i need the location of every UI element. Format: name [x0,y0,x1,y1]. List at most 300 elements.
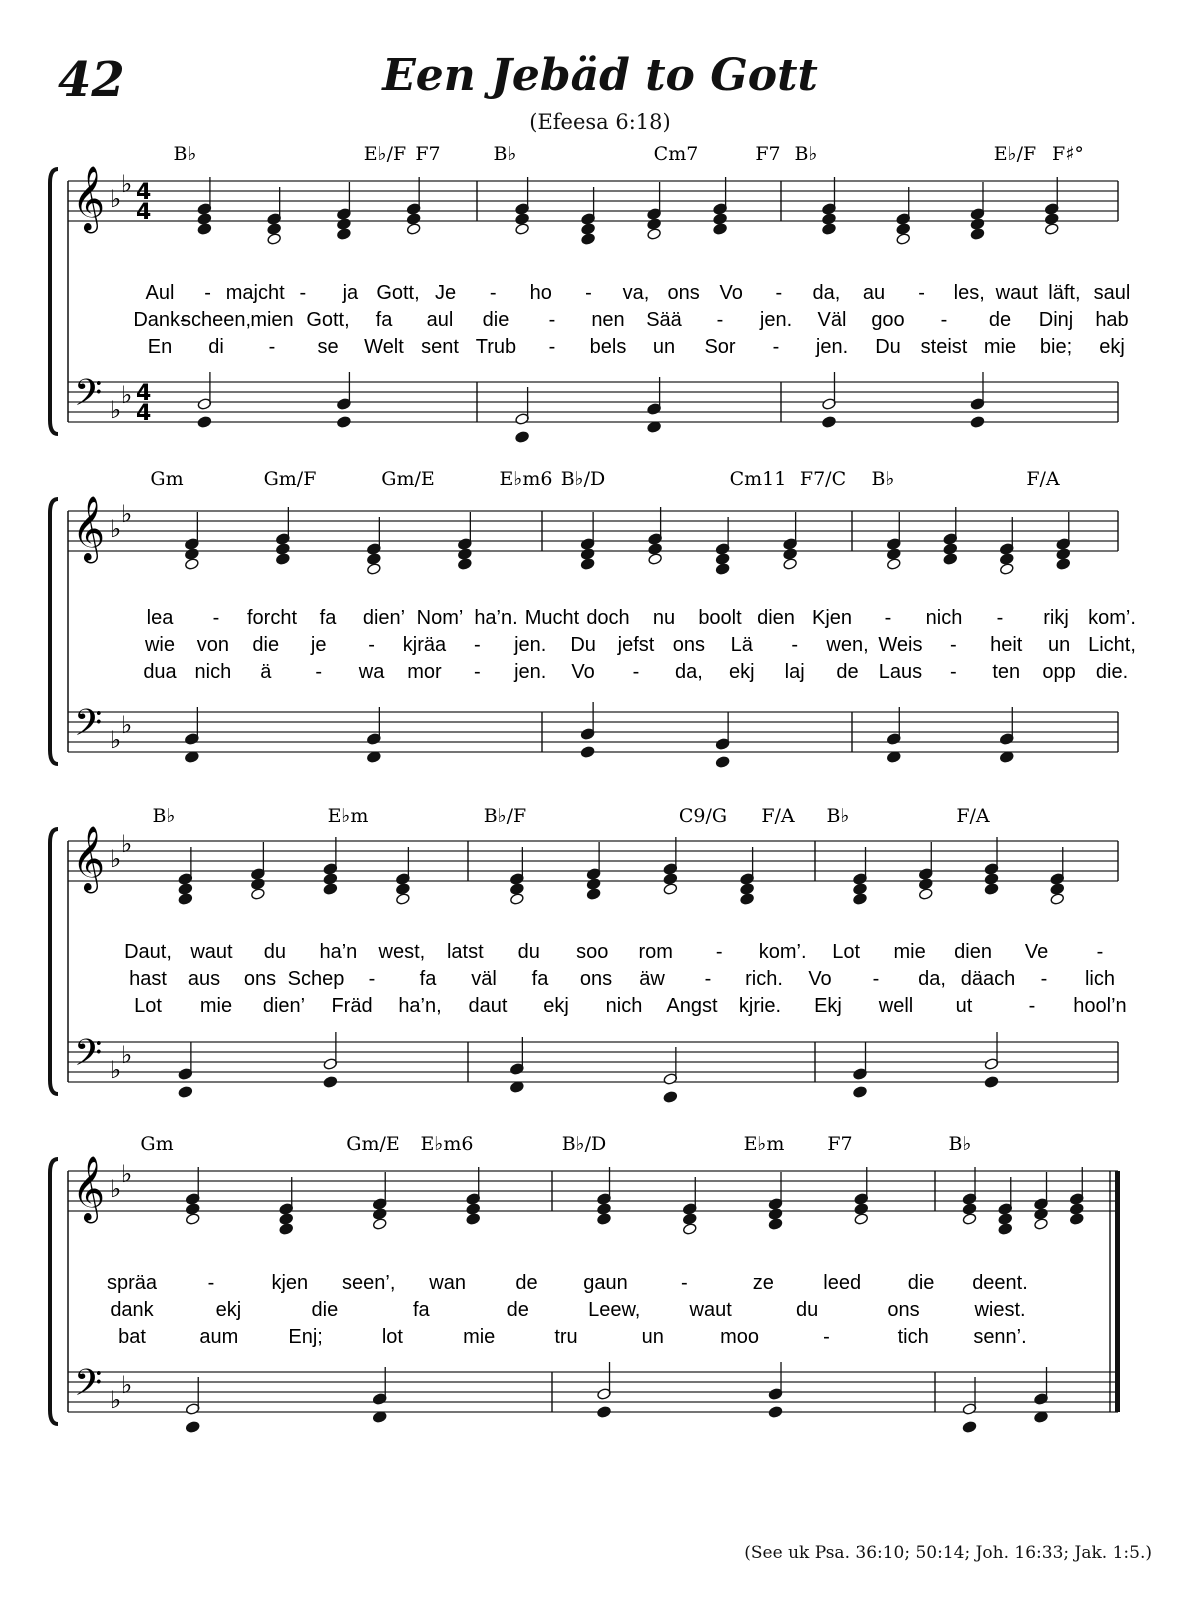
note-head [515,431,530,444]
key-flat: ♭ [110,1386,122,1414]
lyric-syllable: - [775,282,783,304]
note-head [984,873,999,886]
note-head [740,893,755,906]
lyric-syllable: En [147,336,173,358]
note-head [279,1223,294,1236]
note-head [648,543,663,556]
lyric-syllable: un [641,1326,664,1348]
lyric-syllable: Aul [145,282,175,304]
lyric-syllable: ons [887,1299,920,1321]
lyric-syllable: bels [589,336,627,358]
note-head [682,1213,697,1226]
chord-symbol: E♭m [327,805,369,827]
chord-symbol: B♭ [173,143,197,165]
lyric-syllable: ut [955,995,973,1017]
hymn-title: Een Jebäd to Gott [382,50,818,101]
bass-staff [68,372,1118,426]
lyric-syllable: rom [638,941,673,963]
lyric-syllable: fa [319,607,337,629]
lyric-syllable: ten [992,661,1021,683]
lyric-syllable: jen. [514,661,547,683]
lyric-syllable: tru [554,1326,578,1348]
key-flat: ♭ [110,1056,122,1084]
note-head [279,1213,294,1226]
note-head [999,553,1014,566]
lyric-syllable: ha’n [319,941,358,963]
lyric-syllable: ze [752,1272,774,1294]
lyric-syllable: Enj; [288,1326,323,1348]
key-flat: ♭ [121,1160,133,1188]
note-head [1069,1203,1084,1216]
lyric-syllable: waut [995,282,1038,304]
lyric-syllable: Leew, [588,1299,641,1321]
note-head [276,543,291,556]
lyric-syllable: nich [605,995,643,1017]
note-head [406,213,421,226]
note-head [853,1086,868,1099]
lyric-syllable: - [716,309,724,331]
note-head [580,558,595,571]
lyric-syllable: äw [639,968,665,990]
lyric-syllable: - [473,661,481,683]
chord-symbol: Gm/E [346,1133,400,1155]
lyric-syllable: wen, [826,634,869,656]
chord-symbol: E♭/F [993,143,1037,165]
lyric-syllable: senn’. [973,1326,1027,1348]
lyric-syllable: lea [146,607,174,629]
chord-symbol: Gm/F [263,468,317,490]
lyric-syllable: ekj [543,995,569,1017]
note-head [886,548,901,561]
lyric-syllable: Ve [1024,941,1049,963]
note-head [647,228,662,241]
lyric-syllable: kjrie. [738,995,782,1017]
lyric-syllable: Kjen [811,607,853,629]
lyric-syllable: ho [529,282,552,304]
key-flat: ♭ [110,845,122,873]
lyric-syllable: Daut, [124,941,172,963]
chord-symbol: B♭ [152,805,176,827]
key-flat: ♭ [121,170,133,198]
chord-symbol: F♯° [1052,143,1084,165]
note-head [647,218,662,231]
note-head [597,1203,612,1216]
lyric-syllable: un [1047,634,1071,656]
time-signature: 4 [136,180,152,205]
lyric-syllable: die [252,634,280,656]
bass-clef: 𝄢 [74,702,103,753]
note-head [458,558,473,571]
note-head [999,563,1014,576]
note-head [663,1091,678,1104]
treble-clef: 𝄞 [72,496,106,561]
note-head [396,883,411,896]
lyric-syllable: dien’ [362,607,406,629]
lyric-syllable: aus [187,968,221,990]
note-head [998,1213,1013,1226]
lyric-syllable: Vo [808,968,832,990]
bass-clef: 𝄢 [74,1362,103,1413]
lyric-syllable: hast [129,968,167,990]
lyric-syllable: - [1096,941,1104,963]
treble-clef: 𝄞 [72,166,106,231]
lyric-syllable: kjen [271,1272,309,1294]
hymn-number: 42 [58,52,125,108]
lyric-syllable: väl [471,968,497,990]
note-head [337,416,352,429]
lyric-syllable: wie [144,634,176,656]
lyric-syllable: nich [925,607,963,629]
lyric-syllable: - [940,309,948,331]
lyric-syllable: de [506,1299,529,1321]
lyric-syllable: gaun [583,1272,628,1294]
lyric-syllable: daut [468,995,508,1017]
time-signature: 4 [136,200,152,225]
lyric-syllable: du [517,941,540,963]
note-head [663,883,678,896]
note-head [783,558,798,571]
note-head [984,883,999,896]
lyric-syllable: laj [784,661,805,683]
note-head [580,746,595,759]
lyric-syllable: Väl [817,309,847,331]
note-head [768,1208,783,1221]
lyric-syllable: jefst [617,634,655,656]
lyric-syllable: dien [757,607,795,629]
lyric-syllable: ons [672,634,706,656]
note-head [715,553,730,566]
lyric-syllable: goo [871,309,905,331]
lyric-syllable: de [515,1272,538,1294]
lyric-syllable: west, [378,941,426,963]
lyric-syllable: aul [426,309,454,331]
lyric-syllable: Vo [571,661,595,683]
lyric-syllable: - [207,1272,215,1294]
chord-symbol: E♭m6 [420,1133,474,1155]
note-head [396,893,411,906]
lyric-syllable: de [988,309,1012,331]
note-head [185,1421,200,1434]
lyric-syllable: ons [667,282,700,304]
note-head [713,223,728,236]
lyric-syllable: - [823,1326,830,1348]
lyric-syllable: Sor [704,336,736,358]
lyric-syllable: ons [243,968,277,990]
lyric-syllable: deent. [972,1272,1028,1294]
lyric-syllable: mor [407,661,442,683]
note-head [1050,893,1065,906]
note-head [406,223,421,236]
key-flat: ♭ [110,396,122,424]
lyric-syllable: Du [875,336,901,358]
note-head [970,416,985,429]
lyric-syllable: latst [446,941,484,963]
key-flat: ♭ [121,830,133,858]
lyric-syllable: soo [576,941,609,963]
lyric-syllable: - [772,336,780,358]
lyric-syllable: Laus [878,661,923,683]
note-head [918,878,933,891]
lyric-syllable: - [872,968,880,990]
lyric-syllable: kom’. [758,941,807,963]
lyric-syllable: dien’ [262,995,306,1017]
lyric-syllable: Schep [287,968,345,990]
note-head [854,1203,869,1216]
lyric-syllable: nich [194,661,232,683]
note-head [962,1203,977,1216]
lyric-syllable: Gott, [306,309,350,331]
note-head [276,553,291,566]
lyric-syllable: di [208,336,224,358]
bass-staff [68,1032,1118,1084]
lyric-syllable: Gott, [376,282,420,304]
lyric-syllable: - [996,607,1004,629]
lyric-syllable: mie [893,941,926,963]
lyric-syllable: wa [358,661,385,683]
lyric-syllable: dua [143,661,177,683]
note-head [740,883,755,896]
chord-symbol: Cm7 [653,143,699,165]
lyric-syllable: well [878,995,914,1017]
chord-symbol: Gm/E [381,468,435,490]
lyric-syllable: wan [429,1272,466,1294]
lyric-syllable: saul [1093,282,1131,304]
note-head [943,543,958,556]
chord-symbol: B♭/F [483,805,527,827]
lyric-syllable: scheen, [180,309,252,331]
lyric-syllable: - [204,282,211,304]
lyric-syllable: da, [812,282,841,304]
lyric-syllable: lot [381,1326,403,1348]
lyric-syllable: mie [463,1326,496,1348]
lyric-syllable: Licht, [1088,634,1136,656]
system-bracket [50,1159,58,1424]
lyric-syllable: va, [622,282,650,304]
note-head [648,553,663,566]
note-head [896,223,911,236]
lyric-syllable: hab [1095,309,1129,331]
key-flat: ♭ [110,185,122,213]
footnote-references: (See uk Psa. 36:10; 50:14; Joh. 16:33; Jak. 1:5.) [744,1543,1152,1563]
note-head [323,873,338,886]
note-head [185,1203,200,1216]
lyric-syllable: ekj [215,1299,242,1321]
lyric-syllable: les, [953,282,985,304]
lyric-syllable: - [949,634,957,656]
note-head [510,893,525,906]
lyric-syllable: kjräa [402,634,447,656]
key-flat: ♭ [121,1371,133,1399]
lyric-syllable: kom’. [1088,607,1136,629]
lyric-syllable: sent [421,336,459,358]
lyric-syllable: läft, [1048,282,1081,304]
lyric-syllable: un [652,336,676,358]
note-head [323,883,338,896]
note-head [822,416,837,429]
key-flat: ♭ [110,726,122,754]
lyric-syllable: Nom’ [416,607,464,629]
lyric-syllable: hool’n [1073,995,1127,1017]
lyric-syllable: - [715,941,723,963]
lyric-syllable: bat [118,1326,146,1348]
chord-symbol: F/A [1026,468,1060,490]
chord-symbol: F7 [415,143,441,165]
lyric-syllable: aum [199,1326,239,1348]
lyric-syllable: ekj [728,661,755,683]
treble-clef: 𝄞 [72,826,106,891]
lyric-syllable: steist [920,336,968,358]
note-head [581,223,596,236]
chord-symbol: B♭ [794,143,818,165]
chord-symbol: B♭ [826,805,850,827]
note-head [466,1213,481,1226]
lyric-syllable: die [482,309,510,331]
lyric-syllable: ä [260,661,272,683]
lyric-syllable: forcht [246,607,298,629]
note-head [970,228,985,241]
note-head [580,548,595,561]
note-head [970,218,985,231]
lyric-syllable: Ekj [814,995,842,1017]
note-head [822,223,837,236]
note-head [337,218,352,231]
lyric-syllable: heit [990,634,1023,656]
lyric-syllable: fa [419,968,437,990]
lyric-syllable: moo [720,1326,760,1348]
system-bracket [50,829,58,1094]
treble-staff [68,1156,1118,1223]
note-head [458,548,473,561]
note-head [185,548,200,561]
note-head [267,233,282,246]
key-flat: ♭ [121,1041,133,1069]
note-head [510,883,525,896]
chord-symbol: F7/C [799,468,847,490]
lyric-syllable: Lä [730,634,753,656]
note-head [367,563,382,576]
chord-symbol: B♭ [493,143,517,165]
chord-symbol: F/A [956,805,990,827]
note-head [197,223,212,236]
lyric-syllable: rikj [1043,607,1069,629]
lyric-syllable: Mucht [524,607,580,629]
lyric-syllable: - [315,661,323,683]
note-head [1044,213,1059,226]
lyric-syllable: - [268,336,276,358]
lyric-syllable: - [918,282,925,304]
lyric-syllable: waut [689,1299,732,1321]
lyric-syllable: dien [954,941,992,963]
note-head [251,878,266,891]
lyric-syllable: leed [823,1272,862,1294]
chord-symbol: Cm11 [729,468,787,490]
note-head [178,1086,193,1099]
chord-symbol: B♭/D [561,1133,607,1155]
key-flat: ♭ [121,381,133,409]
lyric-syllable: - [548,336,556,358]
lyric-syllable: - [585,282,592,304]
chord-symbol: E♭m [743,1133,785,1155]
note-head [581,233,596,246]
lyric-syllable: die [311,1299,339,1321]
note-head [768,1406,783,1419]
system-bracket [50,499,58,764]
lyric-syllable: mie [983,336,1017,358]
lyric-syllable: ekj [1099,336,1125,358]
lyric-syllable: - [368,634,375,656]
lyric-syllable: tich [897,1326,929,1348]
lyric-syllable: se [317,336,339,358]
system-bracket [50,169,58,434]
lyric-syllable: - [368,968,376,990]
note-head [597,1406,612,1419]
note-head [372,1218,387,1231]
lyric-syllable: jen. [759,309,793,331]
chord-symbol: F/A [761,805,795,827]
note-head [886,558,901,571]
note-head [1034,1218,1049,1231]
lyric-syllable: ha’n, [398,995,442,1017]
lyric-syllable: lich [1084,968,1116,990]
chord-symbol: B♭ [871,468,895,490]
lyric-syllable: fa [412,1299,430,1321]
note-head [853,893,868,906]
chord-symbol: F7 [755,143,781,165]
lyric-syllable: boolt [698,607,742,629]
lyric-syllable: Je [435,282,457,304]
chord-symbol: E♭m6 [499,468,553,490]
lyric-syllable: - [1028,995,1036,1017]
lyric-syllable: - [681,1272,688,1294]
note-head [713,213,728,226]
chord-symbol: E♭/F [363,143,407,165]
lyric-syllable: die [907,1272,935,1294]
note-head [197,416,212,429]
note-head [337,228,352,241]
note-head [854,1213,869,1226]
note-head [372,1208,387,1221]
lyric-syllable: bie; [1039,336,1073,358]
lyric-syllable: - [299,282,307,304]
note-head [1056,558,1071,571]
note-head [943,553,958,566]
chord-symbol: B♭/D [560,468,606,490]
note-head [853,883,868,896]
note-head [984,1076,999,1089]
note-head [267,223,282,236]
lyric-syllable: je [310,634,327,656]
lyric-syllable: du [795,1299,819,1321]
note-head [178,883,193,896]
note-head [896,233,911,246]
note-head [663,873,678,886]
lyric-syllable: Weis [878,634,923,656]
scripture-reference: (Efeesa 6:18) [529,110,671,134]
note-head [822,213,837,226]
lyric-syllable: da, [918,968,946,990]
note-head [682,1223,697,1236]
lyric-syllable: spräa [106,1272,158,1294]
note-head [185,558,200,571]
lyric-syllable: ons [579,968,613,990]
lyric-syllable: Du [570,634,596,656]
lyric-syllable: ja [342,282,359,304]
lyric-syllable: mien [250,309,294,331]
note-head [962,1213,977,1226]
chord-symbol: F7 [827,1133,853,1155]
final-bar-thick [1115,1171,1120,1412]
note-head [715,756,730,769]
